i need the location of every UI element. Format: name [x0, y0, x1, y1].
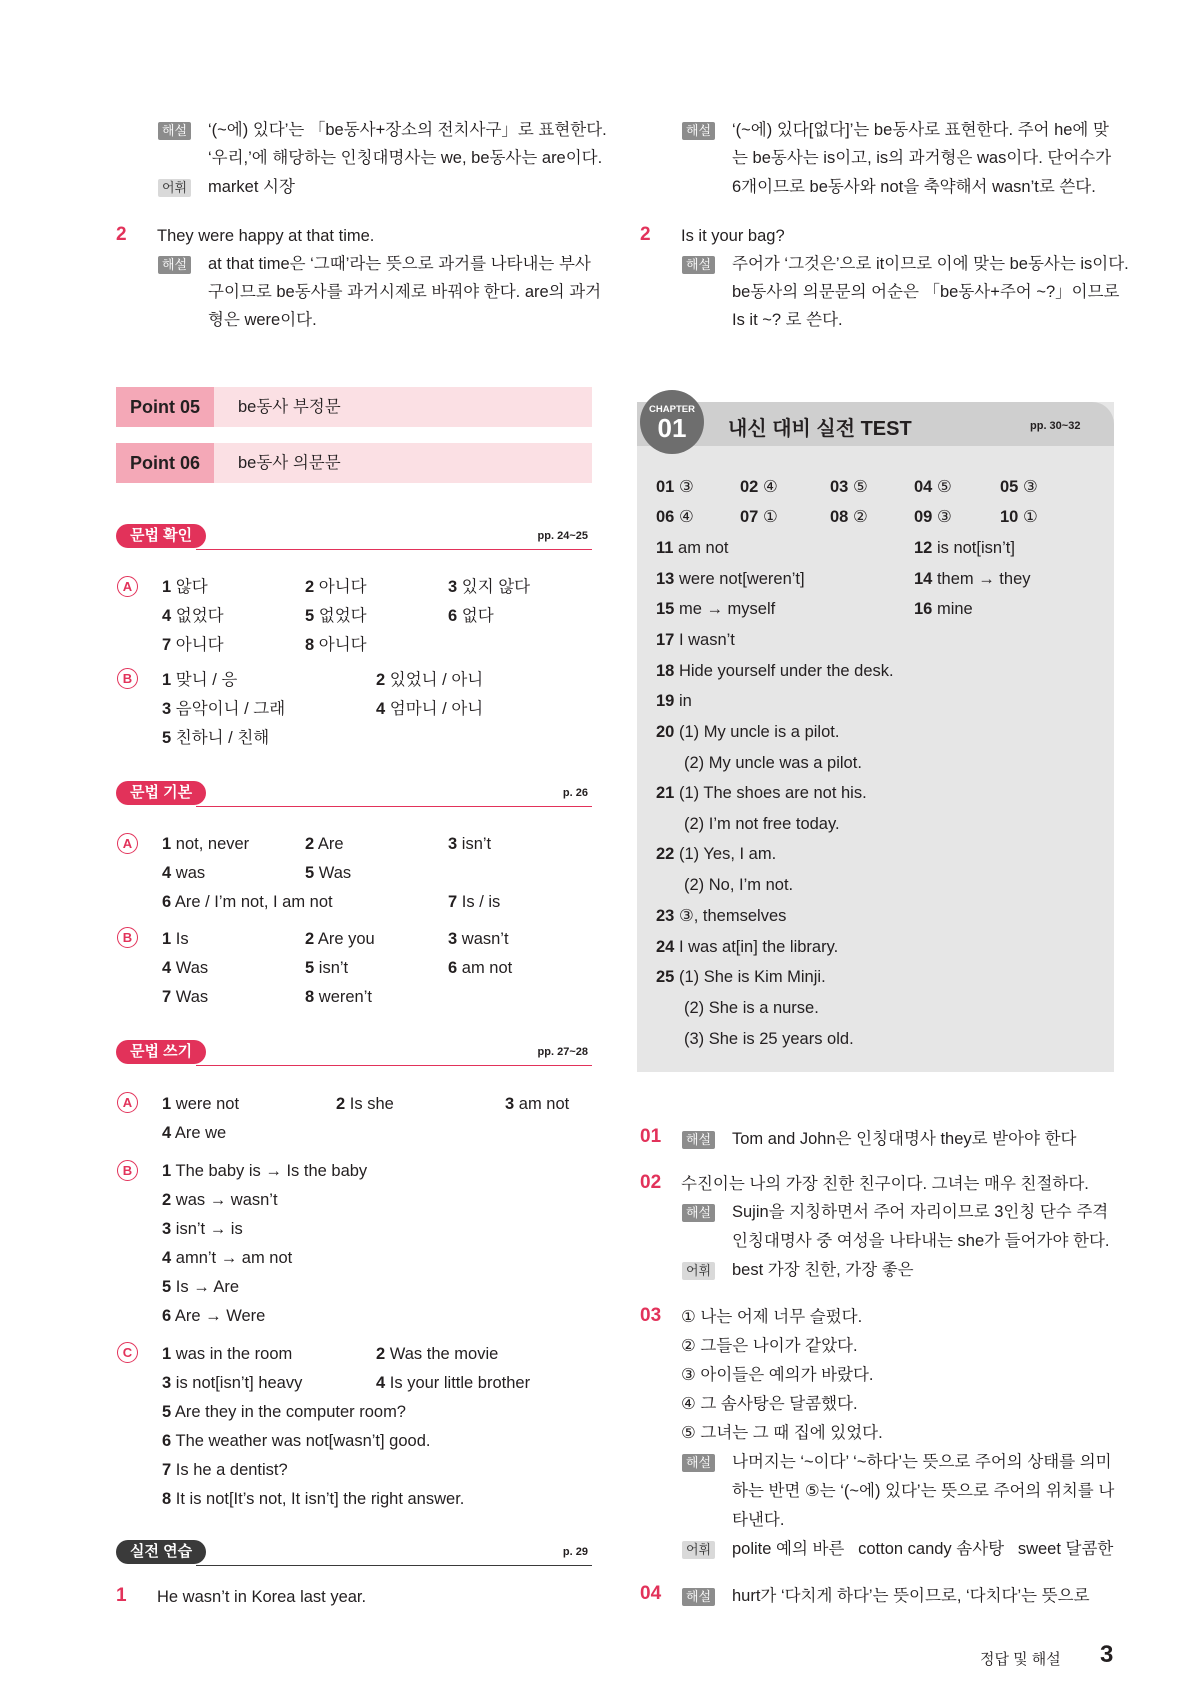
eohwi-tag: 어휘	[682, 1262, 715, 1280]
section-rule	[196, 1065, 592, 1066]
haeseol-tag: 해설	[682, 1454, 715, 1472]
answer-item: 6 Are → Were	[162, 1307, 266, 1325]
answer-item: 10 ①	[1000, 508, 1038, 526]
answer-item: 3 있지 않다	[448, 578, 531, 596]
answer-item: 17 I wasn’t	[656, 631, 735, 649]
answer-item: (2) She is a nurse.	[684, 999, 819, 1017]
item-number: 04	[640, 1583, 662, 1604]
answer-item: (2) No, I’m not.	[684, 876, 794, 894]
section-header-grammar-writing	[116, 1040, 592, 1066]
item-number: 2	[640, 224, 651, 245]
answer-item: 23 ③, themselves	[656, 907, 787, 925]
section-rule	[196, 806, 592, 807]
point-bar	[116, 443, 592, 483]
answer-item: (2) I’m not free today.	[684, 815, 840, 833]
answer-item: 20 (1) My uncle is a pilot.	[656, 723, 840, 741]
answer-item: 15 me → myself	[656, 600, 776, 618]
answer-item: 19 in	[656, 692, 692, 710]
sentence-line: ③ 아이들은 예의가 바랐다.	[681, 1366, 874, 1384]
section-title: 문법 확인	[116, 524, 206, 548]
answer-item: 2 Is she	[336, 1095, 394, 1113]
item-number: 01	[640, 1126, 662, 1147]
section-pages: pp. 27~28	[537, 1046, 588, 1058]
answer-item: (2) My uncle was a pilot.	[684, 754, 862, 772]
answer-item: 2 아니다	[305, 578, 367, 596]
item-number: 2	[116, 224, 127, 245]
answer-item: 04 ⑤	[914, 478, 952, 496]
answer-item: 6 Are / I’m not, I am not	[162, 893, 333, 911]
explanation-line: 타낸다.	[732, 1511, 785, 1529]
section-pages: pp. 24~25	[537, 530, 588, 542]
section-rule	[196, 549, 592, 550]
answer-item: 03 ⑤	[830, 478, 868, 496]
explanation-line: 나머지는 ‘~이다’ ‘~하다’는 뜻으로 주어의 상태를 의미	[732, 1453, 1112, 1471]
answer-line: They were happy at that time.	[157, 227, 375, 245]
test-pages: pp. 30~32	[1030, 420, 1081, 432]
answer-item: 5 없었다	[305, 607, 367, 625]
answer-item: 16 mine	[914, 600, 973, 618]
explanation-line: ‘(~에) 있다’는 「be동사+장소의 전치사구」로 표현한다.	[208, 121, 607, 139]
answer-item: 1 Is	[162, 930, 189, 948]
circle-letter-B: B	[117, 927, 138, 948]
sentence-line: ④ 그 솜사탕은 달콤했다.	[681, 1395, 858, 1413]
answer-line: Is it your bag?	[681, 227, 785, 245]
explanation-line: 구이므로 be동사를 과거시제로 바꿔야 한다. are의 과거	[208, 283, 602, 301]
answer-item: 1 않다	[162, 578, 208, 596]
answer-item: 05 ③	[1000, 478, 1038, 496]
explanation-line: 형은 were이다.	[208, 311, 317, 329]
answer-item: 7 Was	[162, 988, 209, 1006]
answer-item: 7 Is / is	[448, 893, 501, 911]
section-pages: p. 29	[562, 1546, 588, 1558]
section-title: 실전 연습	[116, 1540, 206, 1564]
page-number: 3	[1100, 1641, 1114, 1668]
answer-item: 3 isn’t → is	[162, 1220, 243, 1238]
point-title: be동사 의문문	[238, 454, 341, 472]
answer-item: 3 음악이니 / 그래	[162, 700, 286, 718]
sentence-line: ⑤ 그녀는 그 때 집에 있었다.	[681, 1424, 883, 1442]
answer-item: 1 not, never	[162, 835, 250, 853]
answer-item: 3 is not[isn’t] heavy	[162, 1374, 303, 1392]
answer-item: 25 (1) She is Kim Minji.	[656, 968, 826, 986]
answer-item: 08 ②	[830, 508, 868, 526]
item-number: 02	[640, 1172, 662, 1193]
answer-item: 24 I was at[in] the library.	[656, 938, 839, 956]
answer-line: He wasn’t in Korea last year.	[157, 1588, 367, 1606]
circle-letter-A: A	[117, 576, 138, 597]
explanation-line: 주어가 ‘그것은’으로 it이므로 이에 맞는 be동사는 is이다.	[732, 255, 1129, 273]
explanation-line: 인칭대명사 중 여성을 나타내는 she가 들어가야 한다.	[732, 1232, 1110, 1250]
answer-item: 06 ④	[656, 508, 694, 526]
answer-item: 14 them → they	[914, 570, 1031, 588]
explanation-line: Is it ~? 로 쓴다.	[732, 311, 843, 329]
answer-item: 1 was in the room	[162, 1345, 293, 1363]
point-bar	[116, 387, 592, 427]
section-title: 문법 기본	[116, 781, 206, 805]
haeseol-tag: 해설	[682, 1204, 715, 1222]
circle-letter-C: C	[117, 1342, 138, 1363]
explanation-line: at that time은 ‘그때’라는 뜻으로 과거를 나타내는 부사	[208, 255, 591, 273]
section-header-grammar-check	[116, 524, 592, 550]
answer-item: 2 Are you	[305, 930, 375, 948]
section-pages: p. 26	[562, 787, 588, 799]
sentence-line: ① 나는 어제 너무 슬펐다.	[681, 1308, 863, 1326]
answer-item: 01 ③	[656, 478, 694, 496]
answer-item: 3 isn’t	[448, 835, 492, 853]
haeseol-tag: 해설	[682, 1131, 715, 1149]
answer-item: 12 is not[isn’t]	[914, 539, 1015, 557]
answer-item: 5 isn’t	[305, 959, 349, 977]
haeseol-tag: 해설	[682, 256, 715, 274]
item-number: 1	[116, 1585, 127, 1606]
answer-item: 5 Are they in the computer room?	[162, 1403, 406, 1421]
point-label: Point 06	[116, 443, 214, 483]
answer-item: (3) She is 25 years old.	[684, 1030, 854, 1048]
answer-item: 3 am not	[505, 1095, 570, 1113]
answer-item: 6 am not	[448, 959, 513, 977]
explanation-line: hurt가 ‘다치게 하다’는 뜻이므로, ‘다치다’는 뜻으로	[732, 1587, 1090, 1605]
answer-item: 2 있었니 / 아니	[376, 671, 484, 689]
answer-item: 18 Hide yourself under the desk.	[656, 662, 894, 680]
chapter-number: 01	[657, 413, 687, 443]
answer-item: 4 amn’t → am not	[162, 1249, 293, 1267]
section-title: 문법 쓰기	[116, 1040, 206, 1064]
sentence-line: 수진이는 나의 가장 친한 친구이다. 그녀는 매우 친절하다.	[681, 1175, 1089, 1193]
answer-item: 1 The baby is → Is the baby	[162, 1162, 368, 1180]
answer-item: 2 was → wasn’t	[162, 1191, 278, 1209]
answer-item: 1 were not	[162, 1095, 240, 1113]
haeseol-tag: 해설	[682, 1588, 715, 1606]
answer-item: 5 친하니 / 친해	[162, 729, 270, 747]
explanation-line: 하는 반면 ⑤는 ‘(~에) 있다’는 뜻으로 주어의 위치를 나	[732, 1482, 1115, 1500]
answer-item: 8 아니다	[305, 636, 367, 654]
answer-item: 2 Are	[305, 835, 344, 853]
explanation-line: Tom and John은 인칭대명사 they로 받아야 한다	[732, 1130, 1077, 1148]
eohwi-tag: 어휘	[158, 179, 191, 197]
chapter-label: CHAPTER	[649, 404, 695, 415]
chapter-badge	[640, 390, 704, 454]
point-label: Point 05	[116, 387, 214, 427]
circle-letter-B: B	[117, 1160, 138, 1181]
explanation-line: Sujin을 지칭하면서 주어 자리이므로 3인칭 단수 주격	[732, 1203, 1109, 1221]
section-rule	[196, 1565, 592, 1566]
explanation-line: ‘우리,’에 해당하는 인칭대명사는 we, be동사는 are이다.	[208, 149, 603, 167]
circle-letter-A: A	[117, 833, 138, 854]
test-title: 내신 대비 실전 TEST	[728, 418, 912, 440]
section-header-grammar-basic	[116, 781, 592, 807]
answer-item: 21 (1) The shoes are not his.	[656, 784, 867, 802]
explanation-line: ‘(~에) 있다[없다]’는 be동사로 표현한다. 주어 he에 맞	[732, 121, 1109, 139]
vocab-line: polite 예의 바른 cotton candy 솜사탕 sweet 달콤한	[732, 1540, 1114, 1558]
point-title: be동사 부정문	[238, 398, 341, 416]
answer-item: 5 Was	[305, 864, 352, 882]
answer-item: 2 Was the movie	[376, 1345, 499, 1363]
answer-item: 13 were not[weren’t]	[656, 570, 805, 588]
answer-item: 1 맞니 / 응	[162, 671, 238, 689]
answer-item: 3 wasn’t	[448, 930, 509, 948]
answer-item: 5 Is → Are	[162, 1278, 240, 1296]
answer-item: 7 아니다	[162, 636, 224, 654]
explanation-line: 6개이므로 be동사와 not을 축약해서 wasn’t로 쓴다.	[732, 178, 1096, 196]
answer-item: 02 ④	[740, 478, 778, 496]
answer-item: 4 Are we	[162, 1124, 227, 1142]
eohwi-tag: 어휘	[682, 1541, 715, 1559]
answer-item: 8 weren’t	[305, 988, 372, 1006]
answer-item: 11 am not	[656, 539, 729, 557]
answer-item: 6 The weather was not[wasn’t] good.	[162, 1432, 431, 1450]
sentence-line: ② 그들은 나이가 같았다.	[681, 1337, 858, 1355]
circle-letter-A: A	[117, 1092, 138, 1113]
circle-letter-B: B	[117, 668, 138, 689]
answer-item: 07 ①	[740, 508, 778, 526]
haeseol-tag: 해설	[682, 122, 715, 140]
answer-item: 8 It is not[It’s not, It isn’t] the right answer.	[162, 1490, 465, 1508]
section-header-practice	[116, 1540, 592, 1566]
answer-item: 4 없었다	[162, 607, 224, 625]
answer-item: 4 Was	[162, 959, 209, 977]
explanation-line: 는 be동사는 is이고, is의 과거형은 was이다. 단어수가	[732, 149, 1112, 167]
vocab-line: market 시장	[208, 178, 295, 196]
answer-item: 4 엄마니 / 아니	[376, 700, 484, 718]
answer-item: 22 (1) Yes, I am.	[656, 845, 777, 863]
haeseol-tag: 해설	[158, 122, 191, 140]
answer-item: 09 ③	[914, 508, 952, 526]
explanation-line: be동사의 의문문의 어순은 「be동사+주어 ~?」이므로	[732, 283, 1120, 301]
answer-item: 4 Is your little brother	[376, 1374, 531, 1392]
item-number: 03	[640, 1305, 662, 1326]
vocab-line: best 가장 친한, 가장 좋은	[732, 1261, 914, 1279]
footer-label: 정답 및 해설	[980, 1651, 1061, 1668]
answer-item: 7 Is he a dentist?	[162, 1461, 288, 1479]
answer-item: 6 없다	[448, 607, 494, 625]
haeseol-tag: 해설	[158, 256, 191, 274]
answer-item: 4 was	[162, 864, 206, 882]
